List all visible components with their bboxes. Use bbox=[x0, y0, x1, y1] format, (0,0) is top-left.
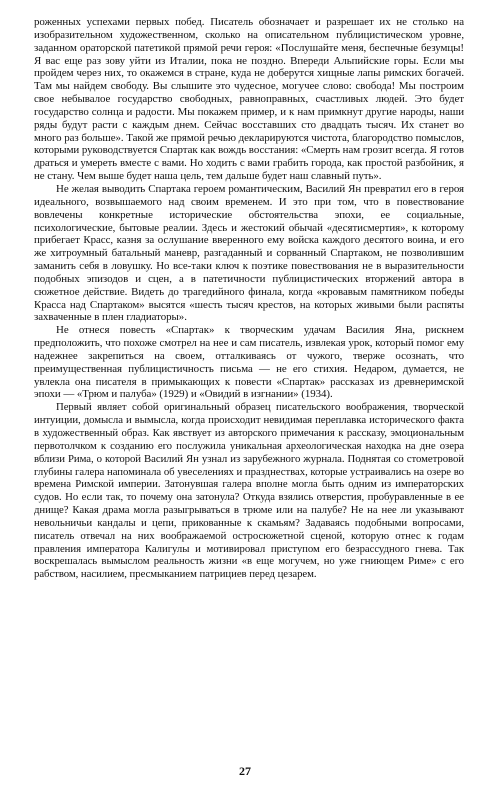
paragraph-1: роженных успехами первых побед. Писатель обозначает и разрешает их не столько на изобразительном художественном, сколько на описательном публицистическом уровне, заданном ораторской патетикой прямой речи героя: «Послушайте меня, беспечные безумцы! Я вас еще раз зову уйти из Италии, пока не поздно. Впереди Альпийские горы. Если мы пройдем через них, то окажемся в стране, куда не доберутся хищные лапы римских богачей. Там мы найдем свободу. Вы слышите это чудесное, могучее слово: свобода! Мы построим свое небывалое государство свободных, равноправных, счастливых людей. Это будет государство солнца и радости. Мы покажем пример, и к нам примкнут другие народы, наши ряды будут расти с каждым днем. Сейчас восставших сто двадцать тысяч. Их станет во много раз больше». Такой же прямой речью декларируются чистота, благородство помыслов, которыми руководствуется Спартак как вождь восстания: «Смерть нам грозит всегда. Я готов драться и умереть вместе с вами. Но ходить с вами грабить города, как простой разбойник, я не стану. Чем выше будет наша цель, тем дальше будет наш славный путь». bbox=[34, 16, 464, 183]
paragraph-3: Не отнеся повесть «Спартак» к творческим удачам Василия Яна, рискнем предположить, что похоже смотрел на нее и сам писатель, извлекая урок, который помог ему надежнее закрепиться на своем, отталкиваясь от чужого, тверже осознать, что преимущественная публицистичность письма — не его стихия. Недаром, думается, не увлекла она писателя в примыкающих к повести «Спартак» рассказах из древнеримской эпохи — «Трюм и палуба» (1929) и «Овидий в изгнании» (1934). bbox=[34, 324, 464, 401]
page-number: 27 bbox=[239, 764, 251, 778]
document-page bbox=[34, 16, 464, 581]
paragraph-4: Первый являет собой оригинальный образец писательского воображения, творческой интуиции, домысла и вымысла, когда происходит невидимая переплавка исторического факта в художественный образ. Как явствует из авторского примечания к рассказу, эмоциональным первотолчком к созданию его послужила уникальная археологическая находка на дне озера вблизи Рима, о которой Василий Ян узнал из зарубежного журнала. Поднятая со стометровой глубины галера напоминала об увеселениях и празднествах, которые устраивались на озере во времена Римской империи. Затонувшая галера вполне могла быть одним из императорских судов. Но если так, то почему она затонула? Откуда взялись отверстия, пробуравленные в ее днище? Какая драма могла разыгрываться в трюме или на палубе? Не на нее ли указывают невольничьи кандалы и цепи, прикованные к скамьям? Задаваясь подобными вопросами, писатель отвечал на них воображаемой остросюжетной сценой, которую отнес к годам правления императора Калигулы и мотивировал приступом его безрассудного гнева. Так воскрешалась вымыслом реальность жизни «в еще могучем, но уже гниющем Риме» с его рабством, насилием, пресмыканием патрициев перед цезарем. bbox=[34, 401, 464, 581]
paragraph-2: Не желая выводить Спартака героем романтическим, Василий Ян превратил его в героя идеального, возвышаемого над своим временем. И это при том, что в повествование вовлечены конкретные исторические обстоятельства эпохи, ее социальные, психологические, бытовые реалии. Здесь и жестокий обычай «десятисмертия», к которому прибегает Красс, казня за ослушание вверенного ему войска каждого десятого воина, и его же хитроумный батальный маневр, разгаданный и сорванный Спартаком, не позволившим заманить себя в ловушку. Но все-таки ключ к поэтике повествования не в выразительности подобных эпизодов и сцен, а в патетичности публицистических вторжений автора в сюжетное действие. Видеть до трагедийного финала, когда «кровавым памятником победы Красса над Спартаком» высятся «шесть тысяч крестов, на которых живыми были распяты захваченные в плен гладиаторы». bbox=[34, 182, 464, 324]
